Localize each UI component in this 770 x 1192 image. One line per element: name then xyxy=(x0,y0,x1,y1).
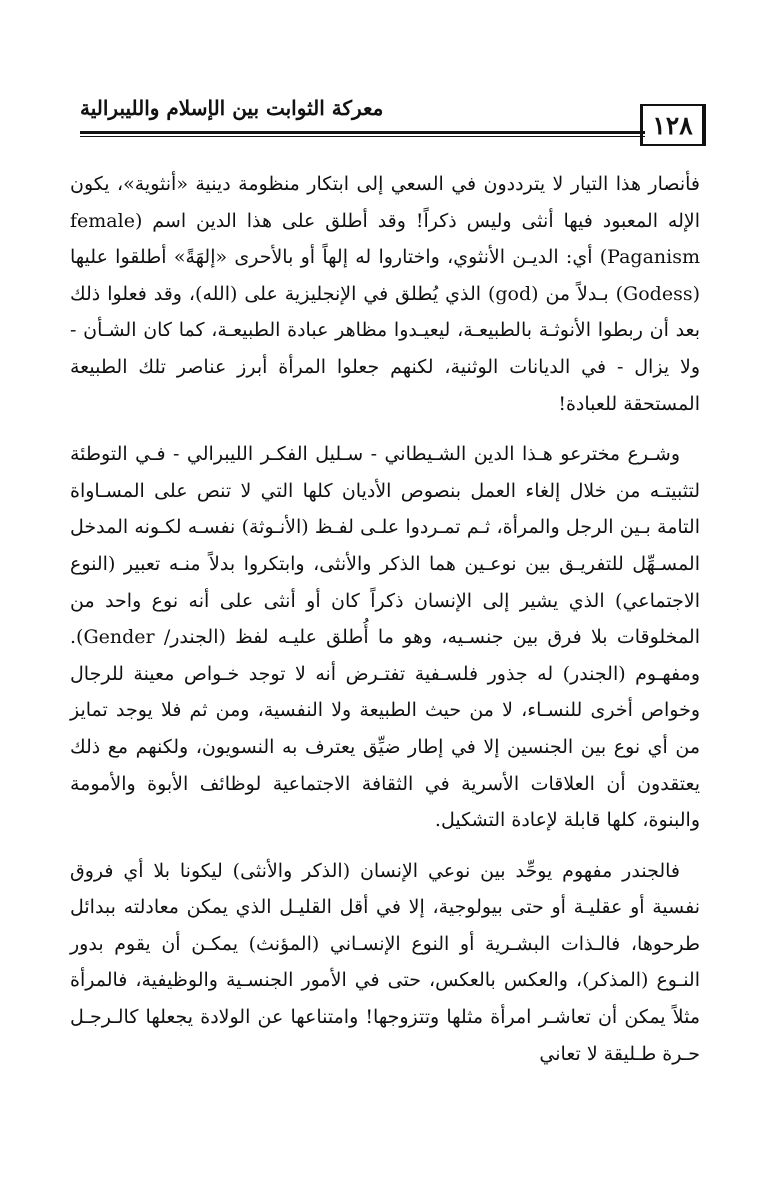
running-title: معركة الثوابت بين الإسلام والليبرالية xyxy=(80,96,384,120)
paragraph-1: فأنصار هذا التيار لا يترددون في السعي إلى ابتكار منظومة دينية «أنثوية»، يكون الإله المعبود فيها أنثى وليس ذكراً! وقد أطلق على هذا الدين اسم (female Paganism) أي: الديـن الأنثوي، واختاروا له إلهاً أو بالأحرى «إلهَةً» أطلقوا عليها (Godess) بـدلاً من (god) الذي يُطلق في الإنجليزية على (الله)، وقد فعلوا ذلك بعد أن ربطوا الأنوثـة بالطبيعـة، ليعيـدوا مظاهر عبادة الطبيعـة، كما كان الشـأن - ولا يزال - في الديانات الوثنية، لكنهم جعلوا المرأة أبرز عناصر تلك الطبيعة المستحقة للعبادة! xyxy=(70,173,700,415)
paragraph-3: فالجندر مفهوم يوحِّد بين نوعي الإنسان (الذكر والأنثى) ليكونا بلا أي فروق نفسية أو عقليـة أو حتى بيولوجية، إلا في أقل القليـل الذي يمكن معادلته ببدائل طرحوها، فالـذات البشـرية أو النوع الإنسـاني (المؤنث) يمكـن أن يقوم بدور النـوع (المذكر)، والعكس بالعكس، حتى في الأمور الجنسـية والوظيفية، فالمرأة مثلاً يمكن أن تعاشـر امرأة مثلها وتتزوجها! وامتناعها عن الولادة يجعلها كالـرجـل حـرة طـليقة لا تعاني xyxy=(70,859,700,1065)
header-rule-thin xyxy=(80,136,645,137)
paragraph-2: وشـرع مخترعو هـذا الدين الشـيطاني - سـليل الفكـر الليبرالي - فـي التوطئة لتثبيتـه من خلال إلغاء العمل بنصوص الأديان كلها التي لا تنص على المسـاواة التامة بـين الرجل والمرأة، ثـم تمـردوا علـى لفـظ (الأنـوثة) نفسـه لكـونه المدخل المسـهِّل للتفريـق بين نوعـين هما الذكر والأنثى، وابتكروا بدلاً منـه تعبير (النوع الاجتماعي) الذي يشير إلى الإنسان ذكراً كان أو أنثى على أنه نوع واحد من المخلوقات بلا فرق بين جنسـيه، وهو ما أُطلق عليـه لفظ (الجندر/ Gender). ومفهـوم (الجندر) له جذور فلسـفية تفتـرض أنه لا توجد خـواص معينة للرجال وخواص أخرى للنسـاء، لا من حيث الطبيعة ولا النفسية، ومن ثم فلا يوجد تمايز من أي نوع بين الجنسين إلا في إطار ضيِّق يعترف به النسويون، ولكنهم مع ذلك يعتقدون أن العلاقات الأسرية في الثقافة الاجتماعية لوظائف الأبوة والأمومة والبنوة، كلها قابلة لإعادة التشكيل. xyxy=(70,443,700,832)
page-header xyxy=(70,96,706,152)
page-body xyxy=(70,166,700,1086)
header-rule xyxy=(80,131,645,134)
page-number: ١٢٨ xyxy=(640,104,706,146)
